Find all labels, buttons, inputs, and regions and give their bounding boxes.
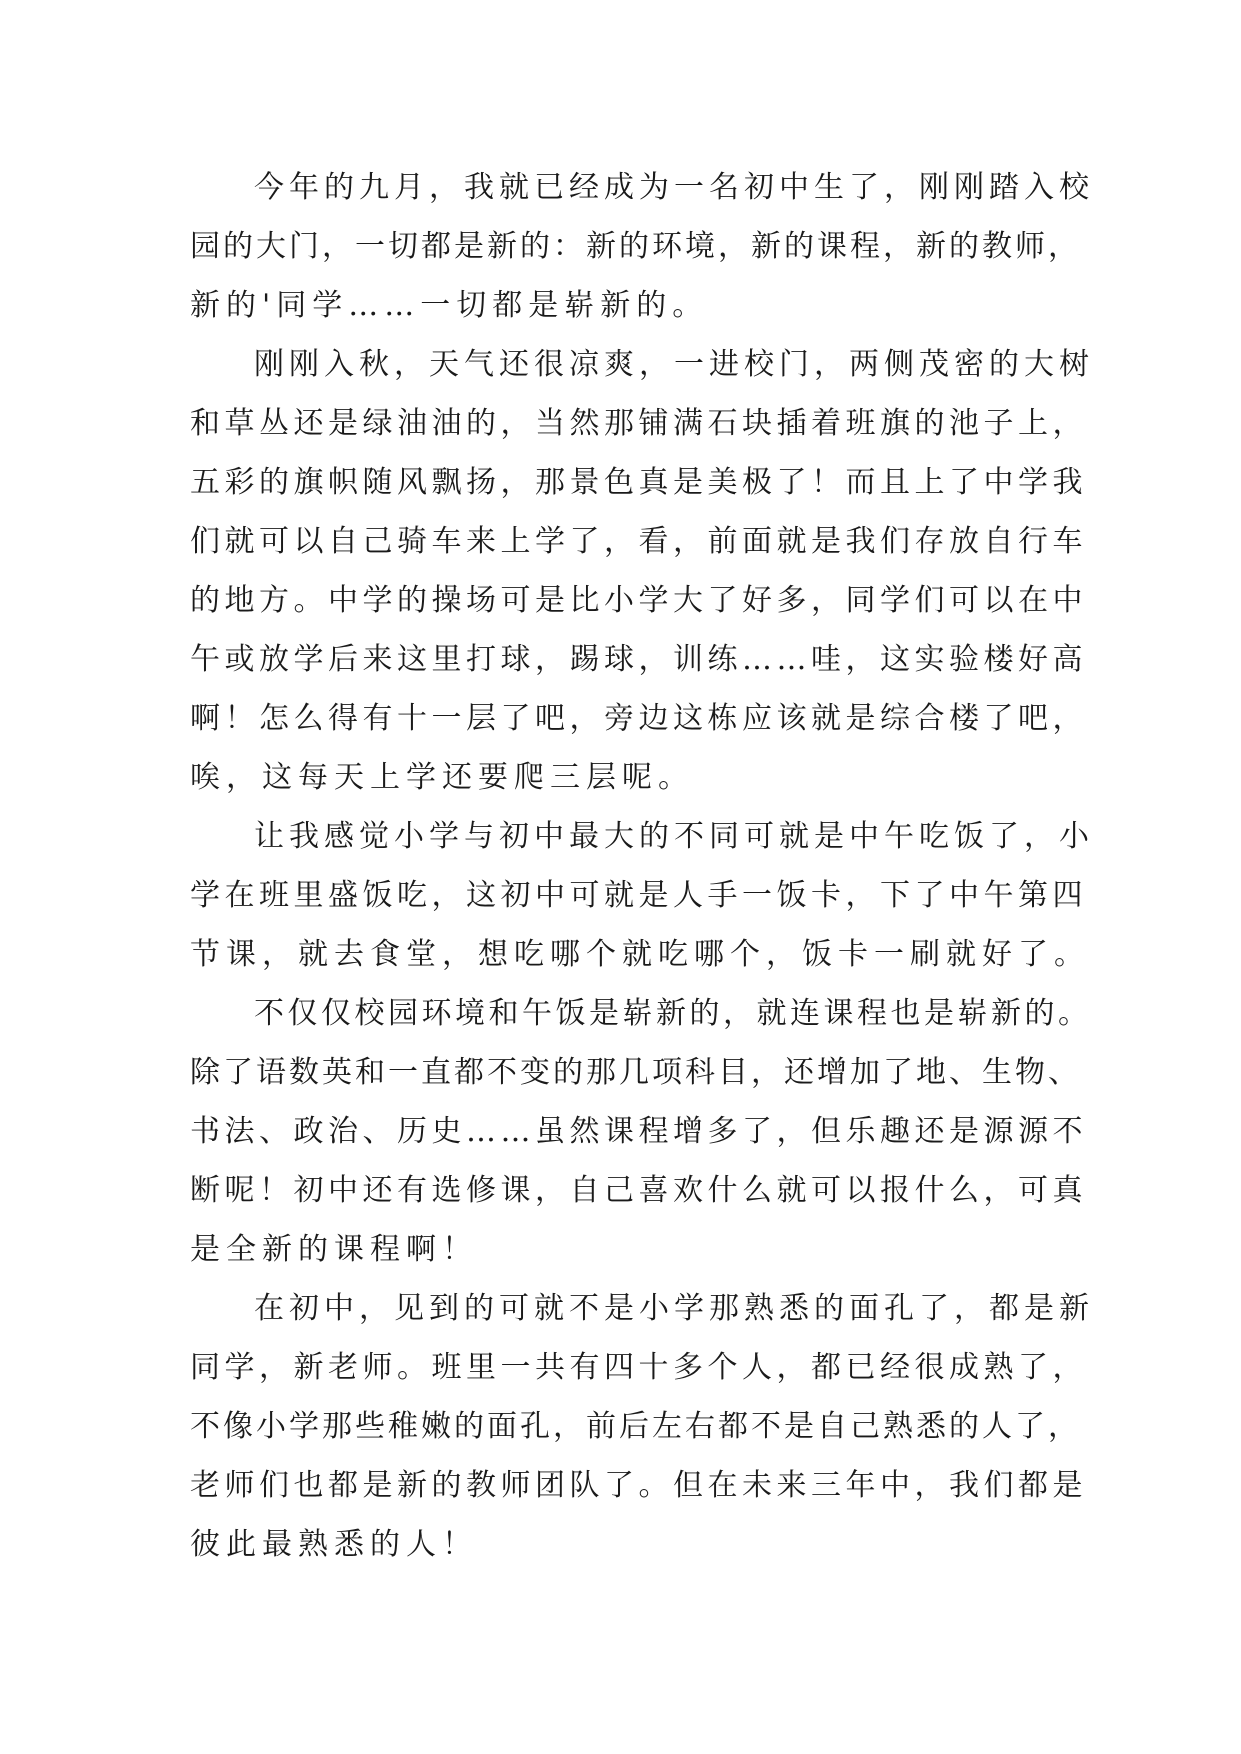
text-line: 的地方。中学的操场可是比小学大了好多，同学们可以在中 (190, 583, 1087, 618)
text-line: 新的'同学……一切都是崭新的。 (190, 288, 709, 323)
text-line: 老师们也都是新的教师团队了。但在未来三年中，我们都是 (190, 1468, 1087, 1503)
text-line: 是全新的课程啊！ (190, 1232, 478, 1267)
text-line: 不像小学那些稚嫩的面孔，前后左右都不是自己熟悉的人了， (190, 1409, 1081, 1444)
text-line: 们就可以自己骑车来上学了，看，前面就是我们存放自行车 (190, 524, 1087, 559)
text-line: 五彩的旗帜随风飘扬，那景色真是美极了！而且上了中学我 (190, 465, 1087, 500)
text-line: 啊！怎么得有十一层了吧，旁边这栋应该就是综合楼了吧， (190, 701, 1087, 736)
text-line: 彼此最熟悉的人！ (190, 1527, 478, 1562)
text-line: 同学，新老师。班里一共有四十多个人，都已经很成熟了， (190, 1350, 1087, 1385)
text-line: 今年的九月，我就已经成为一名初中生了，刚刚踏入校 (254, 170, 1094, 205)
text-line: 不仅仅校园环境和午饭是崭新的，就连课程也是崭新的。 (254, 996, 1092, 1031)
text-line: 断呢！初中还有选修课，自己喜欢什么就可以报什么，可真 (190, 1173, 1087, 1208)
text-line: 让我感觉小学与初中最大的不同可就是中午吃饭了，小 (254, 819, 1094, 854)
text-line: 和草丛还是绿油油的，当然那铺满石块插着班旗的池子上， (190, 406, 1087, 441)
text-line: 节课，就去食堂，想吃哪个就吃哪个，饭卡一刷就好了。 (190, 937, 1090, 972)
text-line: 书法、政治、历史……虽然课程增多了，但乐趣还是源源不 (190, 1114, 1087, 1149)
text-line: 午或放学后来这里打球，踢球，训练……哇，这实验楼好高 (190, 642, 1087, 677)
text-line: 刚刚入秋，天气还很凉爽，一进校门，两侧茂密的大树 (254, 347, 1094, 382)
text-line: 在初中，见到的可就不是小学那熟悉的面孔了，都是新 (254, 1291, 1094, 1326)
text-line: 除了语数英和一直都不变的那几项科目，还增加了地、生物、 (190, 1055, 1081, 1090)
text-line: 学在班里盛饭吃，这初中可就是人手一饭卡，下了中午第四 (190, 878, 1087, 913)
text-line: 园的大门，一切都是新的：新的环境，新的课程，新的教师， (190, 229, 1081, 264)
text-line: 唉，这每天上学还要爬三层呢。 (190, 760, 694, 795)
